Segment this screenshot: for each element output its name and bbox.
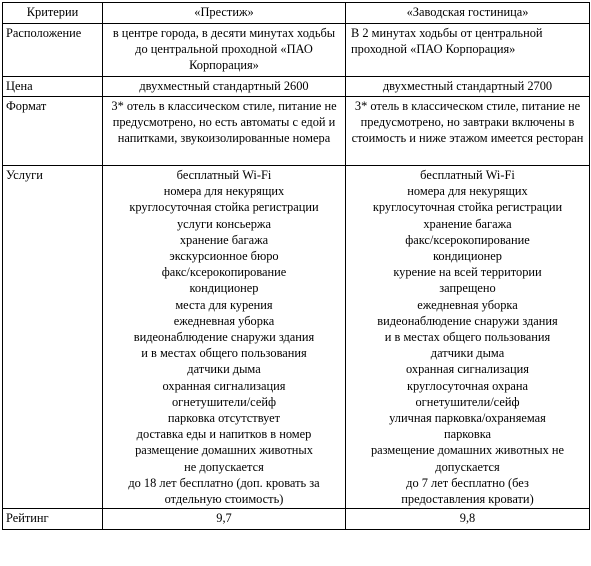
service-item: бесплатный Wi-Fi xyxy=(420,168,515,182)
service-item: и в местах общего пользования xyxy=(141,346,307,361)
service-item: номера для некурящих xyxy=(407,184,528,199)
service-item: доставка еды и напитков в номер xyxy=(136,427,312,442)
location-prestige: в центре города, в десяти минутах ходьбы до центральной проходной «ПАО Корпорация» xyxy=(103,24,346,77)
services-label: Услуги xyxy=(3,166,103,509)
service-item: и в местах общего пользования xyxy=(384,330,551,345)
service-item: номера для некурящих xyxy=(163,184,285,199)
services-factory-list xyxy=(346,166,590,509)
service-item: круглосуточная стойка регистрации xyxy=(372,200,563,215)
service-item: видеонаблюдение снаружи здания xyxy=(133,330,315,345)
format-label: Формат xyxy=(3,97,103,166)
service-item: не допускается xyxy=(184,459,264,474)
service-item: бесплатный Wi-Fi xyxy=(176,168,272,182)
service-item: допускается xyxy=(435,459,500,474)
services-prestige-list xyxy=(103,166,346,509)
service-item: экскурсионное бюро xyxy=(169,249,279,264)
service-item: огнетушители/сейф xyxy=(415,394,520,409)
service-item: услуги консьержа xyxy=(176,216,271,231)
price-factory: двухместный стандартный 2700 xyxy=(346,77,590,97)
service-item: запрещено xyxy=(439,281,496,296)
services-row xyxy=(3,166,590,509)
location-row xyxy=(3,24,590,77)
format-factory: 3* отель в классическом стиле, питание не предусмотрено, но завтраки включены в стоимость и ниже этажом имеется ресторан xyxy=(346,97,590,166)
header-row xyxy=(3,3,590,24)
rating-prestige: 9,7 xyxy=(103,509,346,530)
service-item: парковка отсутствует xyxy=(167,411,281,426)
location-factory: В 2 минутах ходьбы от центральной проходной «ПАО Корпорация» xyxy=(346,24,590,77)
service-item: уличная парковка/охраняемая xyxy=(389,411,546,426)
service-item: ежедневная уборка xyxy=(417,297,518,312)
rating-row xyxy=(3,509,590,530)
service-item: размещение домашних животных xyxy=(135,443,313,458)
service-item: кондиционер xyxy=(189,281,259,296)
service-item: кондиционер xyxy=(433,249,502,264)
service-item: курение на всей территории xyxy=(393,265,542,280)
service-item: охранная сигнализация xyxy=(162,378,286,393)
service-item: хранение багажа xyxy=(423,216,512,231)
price-row xyxy=(3,77,590,97)
service-item: отдельную стоимость) xyxy=(164,492,284,507)
service-item: места для курения xyxy=(175,297,273,312)
service-item: размещение домашних животных не xyxy=(370,443,565,458)
service-item: датчики дыма xyxy=(187,362,261,377)
rating-factory: 9,8 xyxy=(346,509,590,530)
service-item: парковка xyxy=(443,427,492,442)
price-label: Цена xyxy=(3,77,103,97)
service-item: хранение багажа xyxy=(179,232,269,247)
rating-label: Рейтинг xyxy=(3,509,103,530)
service-item: до 18 лет бесплатно (доп. кровать за xyxy=(128,475,320,490)
service-item: круглосуточная охрана xyxy=(406,378,529,393)
service-item: факс/ксерокопирование xyxy=(405,232,530,247)
service-item: круглосуточная стойка регистрации xyxy=(129,200,319,215)
hotel-comparison-table xyxy=(2,2,590,530)
location-label: Расположение xyxy=(3,24,103,77)
service-item: видеонаблюдение снаружи здания xyxy=(377,313,558,328)
service-item: ежедневная уборка xyxy=(173,313,275,328)
service-item: датчики дыма xyxy=(430,346,505,361)
price-prestige: двухместный стандартный 2600 xyxy=(103,77,346,97)
header-hotel-prestige: «Престиж» xyxy=(103,3,346,24)
service-item: предоставления кровати) xyxy=(401,492,534,507)
service-item: охранная сигнализация xyxy=(406,362,529,377)
format-row xyxy=(3,97,590,166)
format-prestige: 3* отель в классическом стиле, питание не предусмотрено, но есть автоматы с едой и напитками, звукоизолированные номера xyxy=(103,97,346,166)
header-hotel-factory: «Заводская гостиница» xyxy=(346,3,590,24)
header-criteria: Критерии xyxy=(3,3,103,24)
service-item: до 7 лет бесплатно (без xyxy=(406,475,529,490)
service-item: огнетушители/сейф xyxy=(171,394,276,409)
service-item: факс/ксерокопирование xyxy=(161,265,287,280)
